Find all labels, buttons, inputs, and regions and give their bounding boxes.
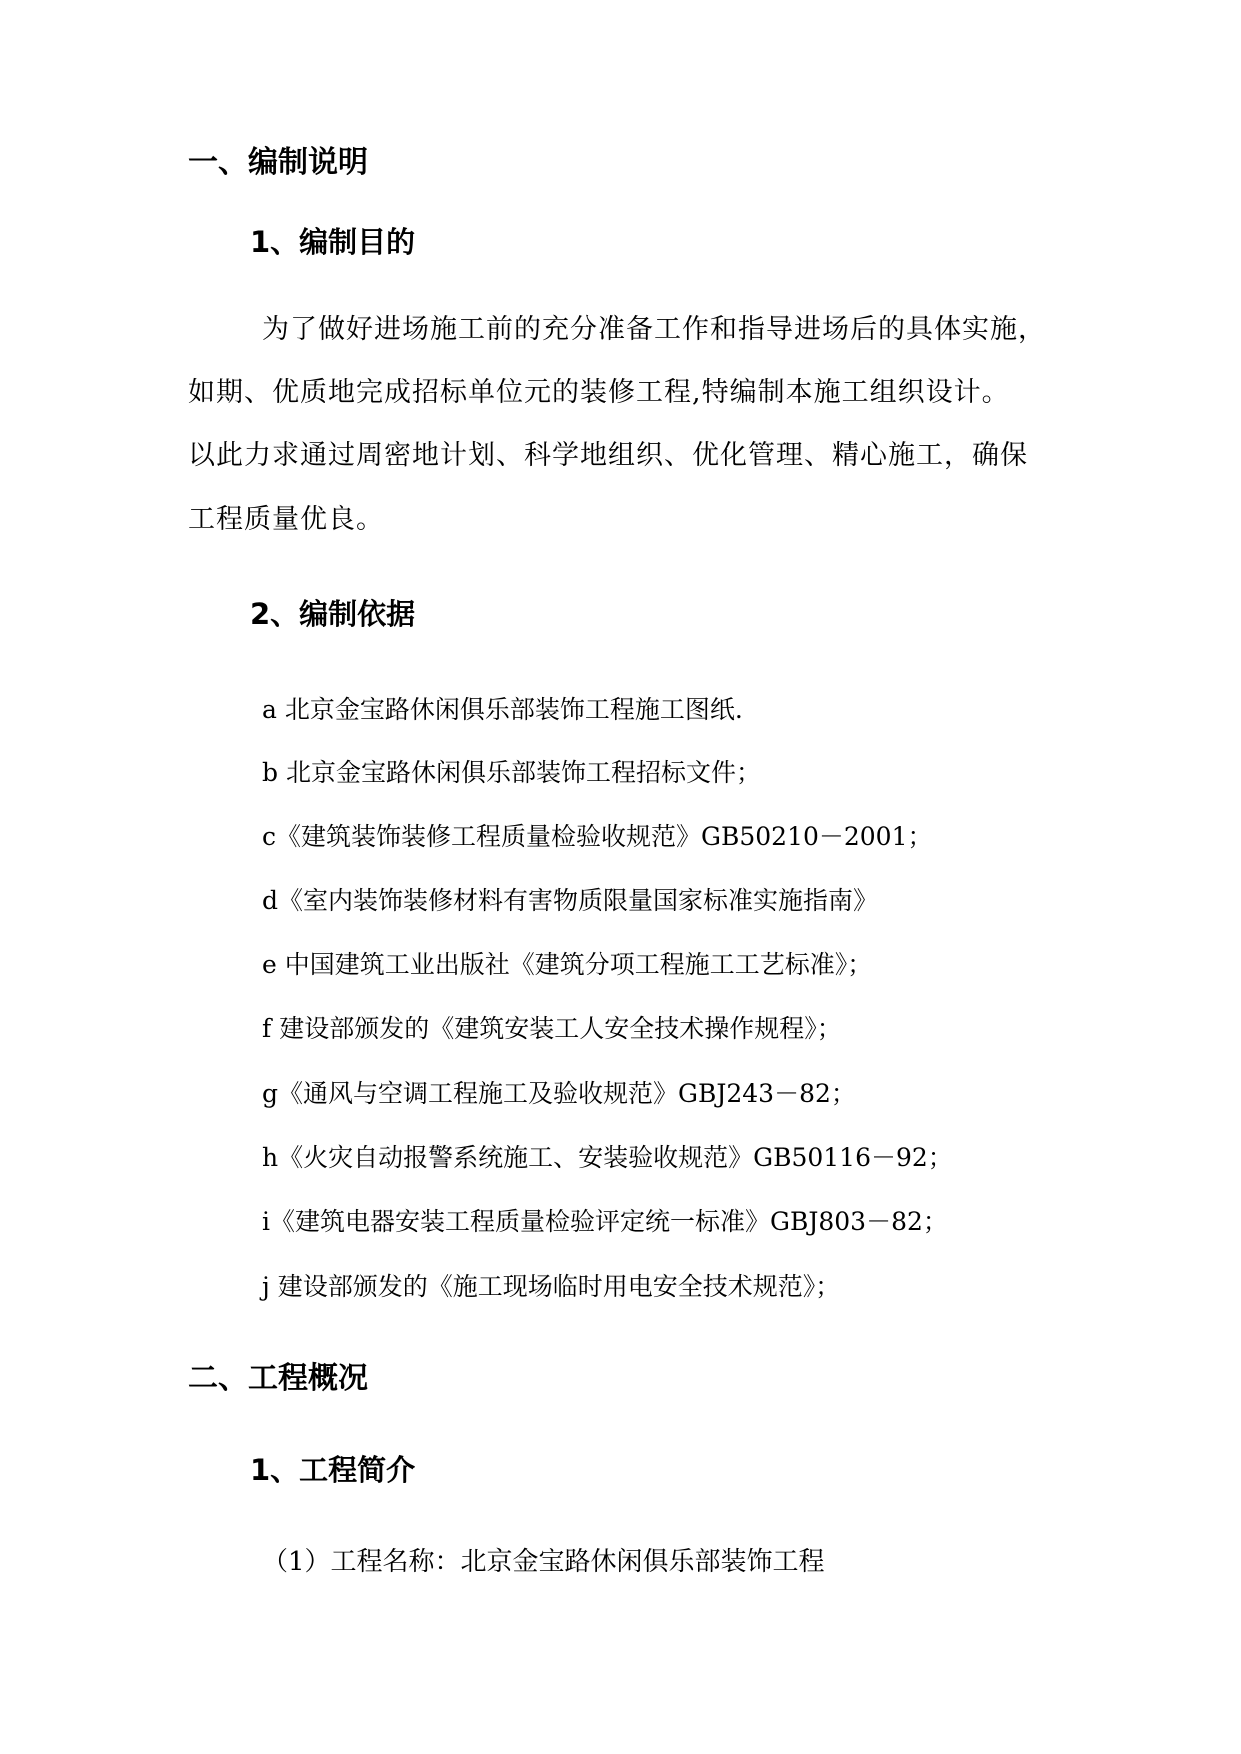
list-item: （1）工程名称：北京金宝路休闲俱乐部装饰工程 [262, 1547, 825, 1577]
paragraph-line: 为了做好进场施工前的充分准备工作和指导进场后的具体实施， [262, 314, 1046, 345]
section-heading: 一、编制说明 [188, 145, 368, 180]
paragraph-line: 工程质量优良。 [188, 504, 384, 535]
list-item: e 中国建筑工业出版社《建筑分项工程施工工艺标准》； [262, 950, 873, 979]
paragraph-line: 以此力求通过周密地计划、科学地组织、优化管理、精心施工，确保 [188, 440, 1028, 471]
paragraph-line: 如期、优质地完成招标单位元的装修工程,特编制本施工组织设计。 [188, 377, 1010, 408]
subsection-heading: 2、编制依据 [250, 597, 416, 631]
list-item: h《火灾自动报警系统施工、安装验收规范》GB50116－92； [262, 1143, 953, 1172]
list-item: c《建筑装饰装修工程质量检验收规范》GB50210－2001； [262, 822, 933, 851]
subsection-heading: 1、工程简介 [250, 1453, 416, 1487]
list-item: b 北京金宝路休闲俱乐部装饰工程招标文件； [262, 758, 761, 787]
section-heading: 二、工程概况 [188, 1361, 368, 1396]
list-item: f 建设部颁发的《建筑安装工人安全技术操作规程》； [262, 1014, 842, 1043]
list-item: d《室内装饰装修材料有害物质限量国家标准实施指南》 [262, 886, 879, 915]
list-item: a 北京金宝路休闲俱乐部装饰工程施工图纸. [262, 695, 743, 724]
subsection-heading: 1、编制目的 [250, 225, 416, 259]
list-item: g《通风与空调工程施工及验收规范》GBJ243－82； [262, 1079, 856, 1108]
list-item: j 建设部颁发的《施工现场临时用电安全技术规范》； [262, 1272, 841, 1301]
list-item: i《建筑电器安装工程质量检验评定统一标准》GBJ803－82； [262, 1207, 948, 1236]
